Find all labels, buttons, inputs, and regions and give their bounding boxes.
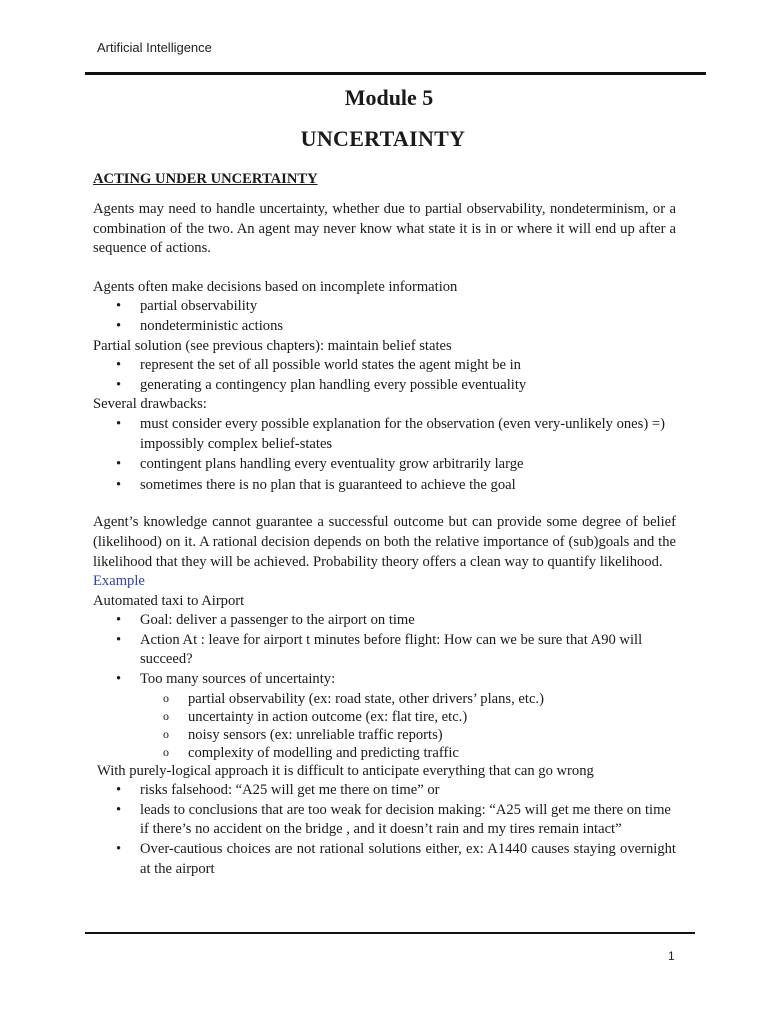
section-heading: ACTING UNDER UNCERTAINTY xyxy=(93,171,318,187)
example-title: Automated taxi to Airport xyxy=(93,592,245,609)
sub-list-item: o noisy sensors (ex: unreliable traffic reports) xyxy=(93,726,676,744)
example-label: Example xyxy=(93,573,145,590)
module-title: Module 5 xyxy=(344,85,434,110)
list-item: • partial observability xyxy=(93,297,676,317)
taxi-list xyxy=(93,611,676,689)
logical-approach-lead: With purely-logical approach it is difficult to anticipate everything that can go wrong xyxy=(97,762,594,779)
list-item: • contingent plans handling every eventuality grow arbitrarily large xyxy=(93,455,676,475)
sub-list-item: o uncertainty in action outcome (ex: flat tire, etc.) xyxy=(93,708,676,726)
list-item: • nondeterministic actions xyxy=(93,317,676,337)
intro-paragraph: Agents may need to handle uncertainty, whether due to partial observability, nondeterminism, or a combination of the two. An agent may never know what state it is in or where it will end up after a sequence of actions. xyxy=(93,201,676,257)
list-item: • Action At : leave for airport t minutes before flight: How can we be sure that A90 will succeed? xyxy=(93,631,676,670)
decisions-list xyxy=(93,297,676,336)
page-body xyxy=(93,168,676,879)
page-number: 1 xyxy=(668,949,675,963)
header-rule xyxy=(85,72,706,75)
drawbacks-lead: Several drawbacks: xyxy=(93,396,207,413)
list-item: • generating a contingency plan handling every possible eventuality xyxy=(93,376,676,396)
sub-list-item: o complexity of modelling and predicting traffic xyxy=(93,744,676,762)
list-item: • Too many sources of uncertainty: xyxy=(93,670,676,690)
chapter-title: UNCERTAINTY xyxy=(300,126,466,151)
drawbacks-list xyxy=(93,415,676,495)
list-item: • Goal: deliver a passenger to the airport on time xyxy=(93,611,676,631)
footer-rule xyxy=(85,932,695,934)
list-item: • represent the set of all possible world states the agent might be in xyxy=(93,356,676,376)
list-item: • leads to conclusions that are too weak for decision making: “A25 will get me there on time if there’s no accident on the bridge , and it doesn’t rain and my tires remain intact” xyxy=(93,801,676,840)
sub-list-item: o partial observability (ex: road state, other drivers’ plans, etc.) xyxy=(93,690,676,708)
decisions-lead: Agents often make decisions based on incomplete information xyxy=(93,278,458,295)
partial-solution-lead: Partial solution (see previous chapters): maintain belief states xyxy=(93,337,452,354)
uncertainty-sources-list xyxy=(93,690,676,762)
running-header-title: Artificial Intelligence xyxy=(97,40,212,55)
partial-solution-list xyxy=(93,356,676,395)
list-item: • risks falsehood: “A25 will get me there on time” or xyxy=(93,781,676,801)
logical-approach-list xyxy=(93,781,676,879)
knowledge-paragraph: Agent’s knowledge cannot guarantee a successful outcome but can provide some degree of belief (likelihood) on it. A rational decision depends on both the relative importance of (sub)goals and the likelihood that they will be achieved. Probability theory offers a clean way to quantify likelihood. xyxy=(93,514,676,570)
list-item: • sometimes there is no plan that is guaranteed to achieve the goal xyxy=(93,476,676,496)
list-item: • must consider every possible explanation for the observation (even very-unlikely ones) =) impossibly complex belief-states xyxy=(93,415,676,454)
list-item: • Over-cautious choices are not rational solutions either, ex: A1440 causes staying overnight at the airport xyxy=(93,840,676,879)
